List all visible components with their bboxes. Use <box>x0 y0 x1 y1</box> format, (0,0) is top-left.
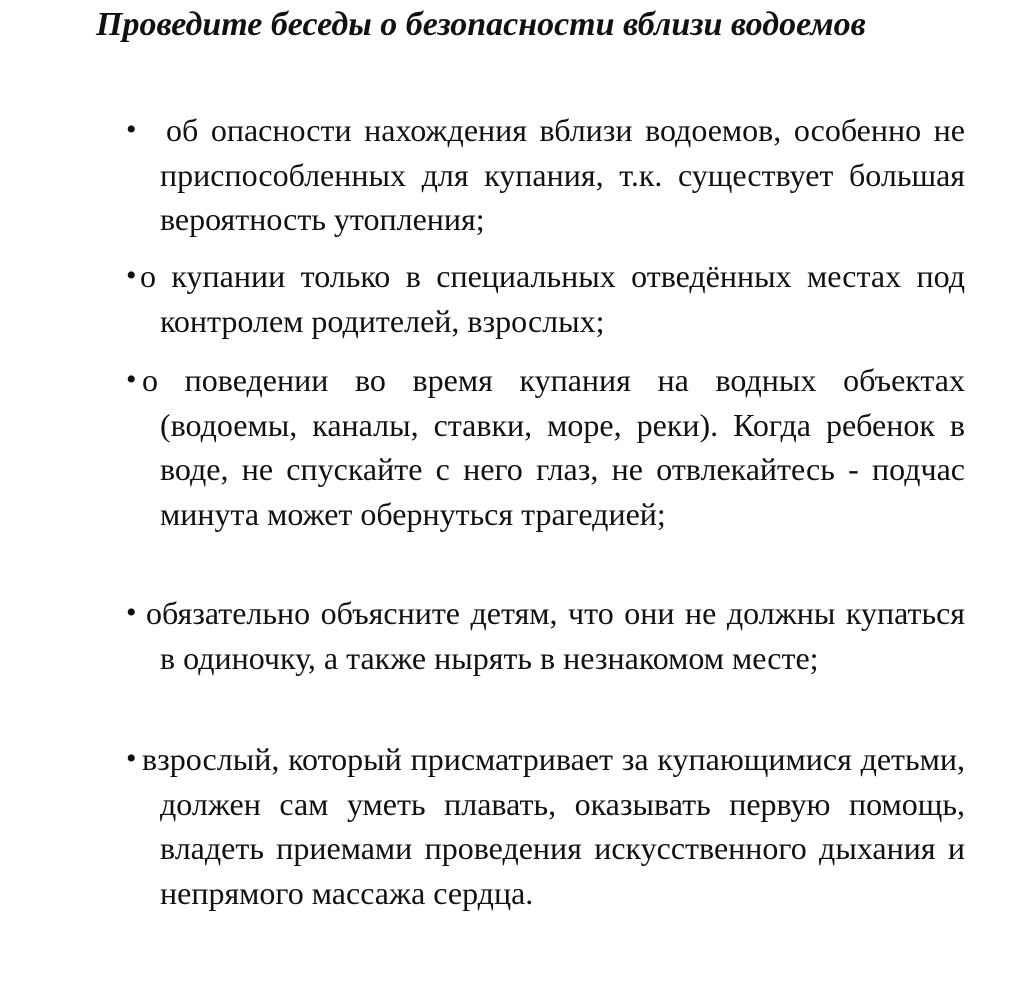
bullet-icon: • <box>126 363 137 396</box>
list-item: о поведении во время купания на водных объектах (водоемы, каналы, ставки, море, реки). Когда ребенок в воде, не спускайте с него глаз, не отвлекайтесь - подчас минута может обернуться трагедией; <box>142 362 965 532</box>
bullet-icon: • <box>126 742 137 775</box>
list-item: взрослый, который присматривает за купающимися детьми, должен сам уметь плавать, оказывать первую помощь, владеть приемами проведения искусственного дыхания и непрямого массажа сердца. <box>142 741 965 911</box>
bullet-icon: • <box>126 259 137 292</box>
list-item: о купании только в специальных отведённых местах под контролем родителей, взрослых; <box>140 258 965 339</box>
bullet-icon: • <box>126 113 137 146</box>
list-item: обязательно объясните детям, что они не должны купаться в одиночку, а также нырять в незнакомом месте; <box>146 595 965 676</box>
list-item: об опасности нахождения вблизи водоемов, особенно не приспособленных для купания, т.к. существует большая вероятность утопления; <box>160 112 965 237</box>
bullet-icon: • <box>126 596 137 629</box>
page-title: Проведите беседы о безопасности вблизи водоемов <box>96 6 866 43</box>
